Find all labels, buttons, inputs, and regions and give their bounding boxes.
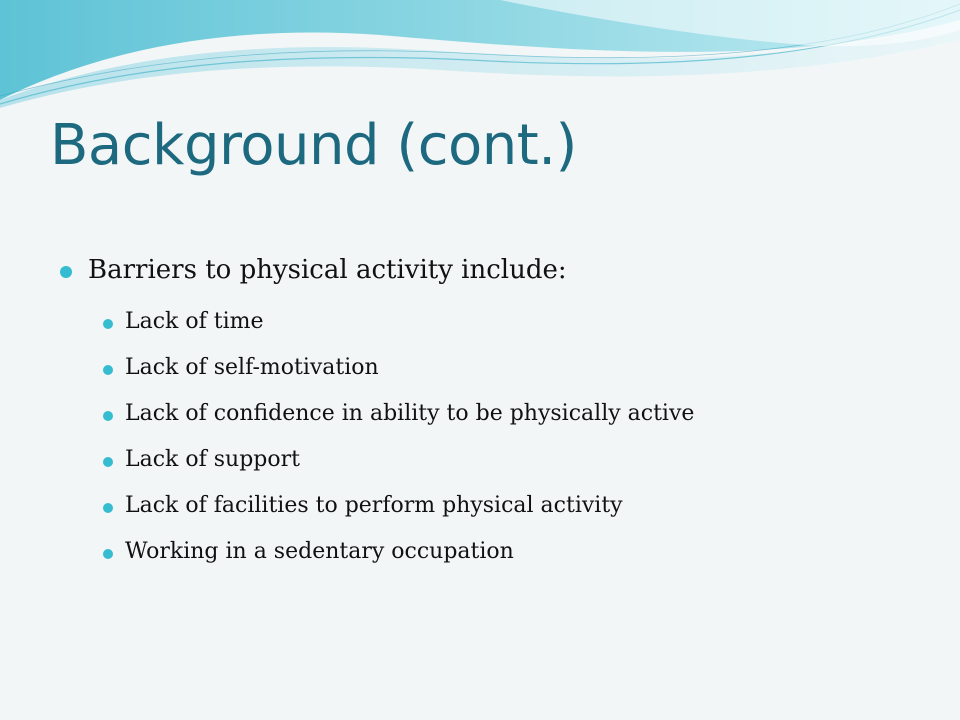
- header-wave-decoration: [0, 0, 960, 120]
- list-item-text: Lack of time: [125, 309, 264, 334]
- main-bullet-text: Barriers to physical activity include:: [88, 255, 567, 285]
- bullet-dot-icon: [103, 411, 113, 421]
- list-item-text: Lack of facilities to perform physical activity: [125, 493, 623, 518]
- list-item-text: Lack of confidence in ability to be physically active: [125, 401, 695, 426]
- list-item: [103, 401, 953, 447]
- list-item: [103, 309, 953, 355]
- list-item: [103, 355, 953, 401]
- list-item: [103, 447, 953, 493]
- sub-bullet-list: [103, 309, 953, 585]
- slide-title: Background (cont.): [50, 113, 577, 178]
- main-bullet: [60, 255, 940, 286]
- bullet-dot-icon: [103, 549, 113, 559]
- bullet-dot-icon: [103, 503, 113, 513]
- bullet-dot-icon: [103, 365, 113, 375]
- bullet-dot-icon: [103, 319, 113, 329]
- bullet-content: [60, 255, 940, 564]
- bullet-dot-icon: [103, 457, 113, 467]
- list-item-text: Working in a sedentary occupation: [125, 539, 514, 564]
- list-item: [103, 493, 953, 539]
- list-item: [103, 539, 953, 585]
- list-item-text: Lack of self-motivation: [125, 355, 379, 380]
- bullet-dot-icon: [60, 266, 72, 278]
- list-item-text: Lack of support: [125, 447, 300, 472]
